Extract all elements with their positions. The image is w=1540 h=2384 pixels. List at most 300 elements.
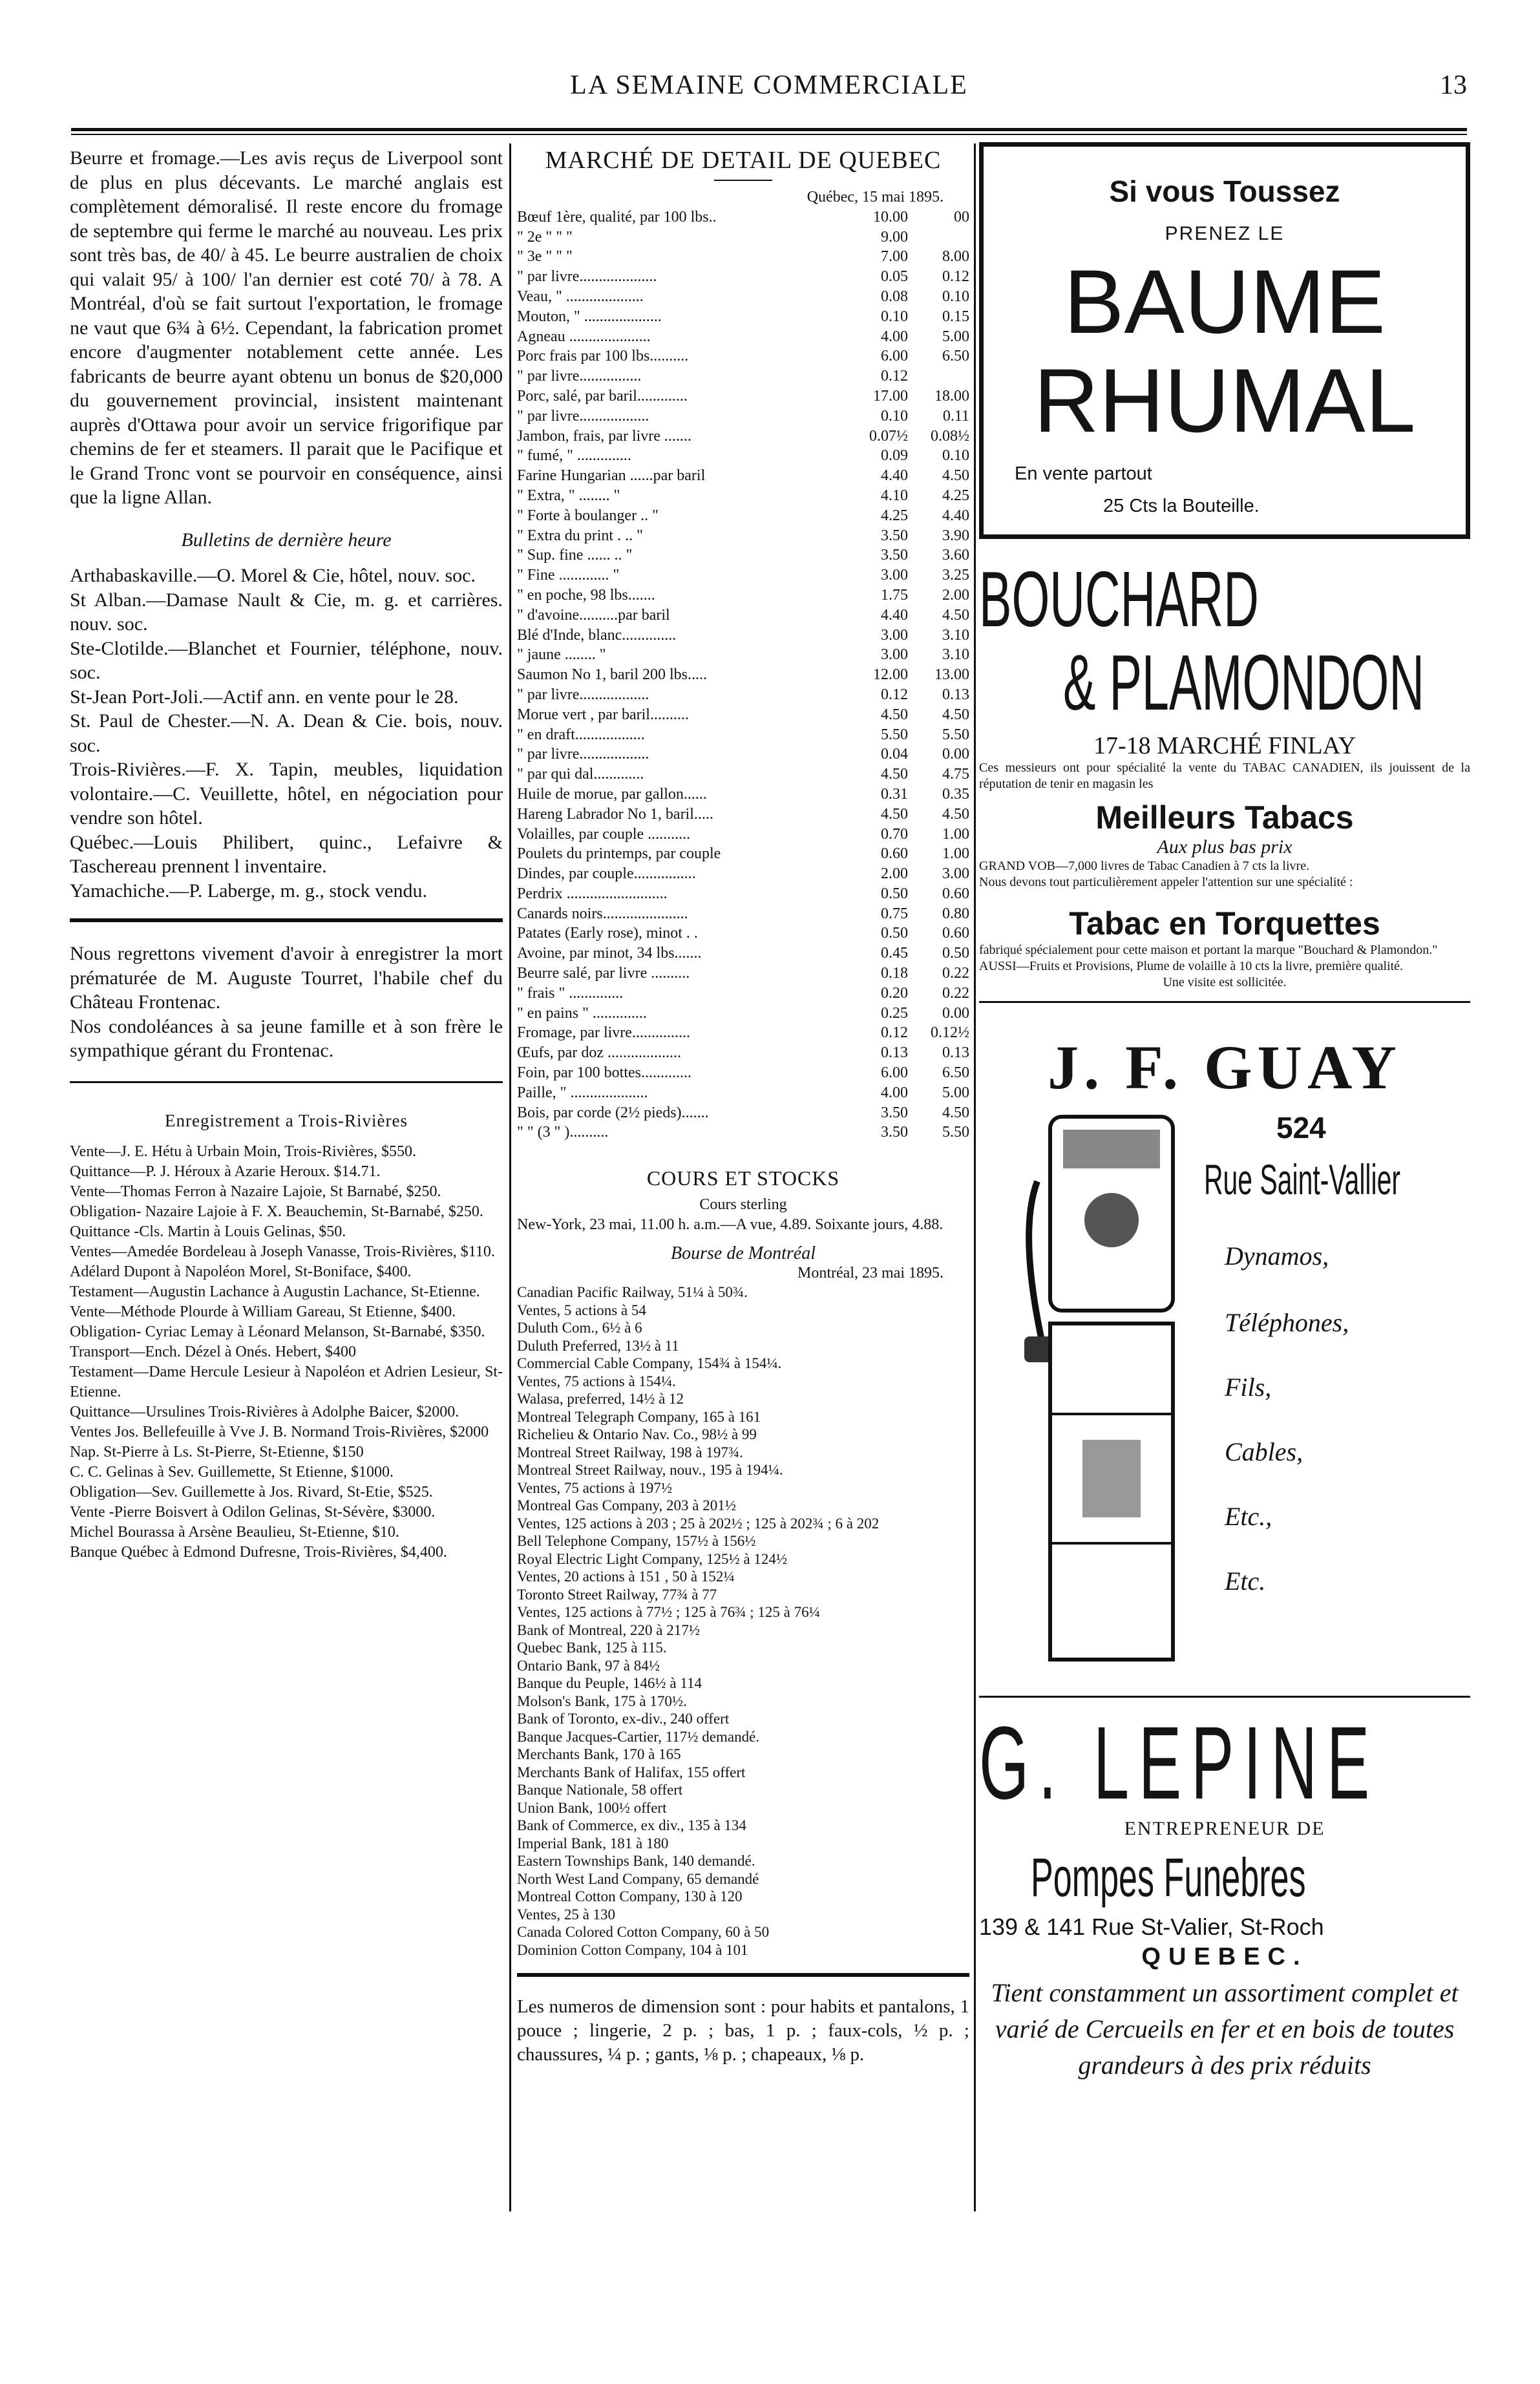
enreg-item: Obligation—Sev. Guillemette à Jos. Rivard, St-Etie, $525. [70, 1484, 433, 1501]
stock-line: Imperial Bank, 181 à 180 [517, 1835, 669, 1851]
price-value: 4.00 [881, 328, 908, 345]
bulletin-item: Trois-Rivières.—F. X. Tapin, meubles, liquidation volontaire.—C. Veuillette, hôtel, en négociation pour vendre son hôtel. [70, 759, 503, 828]
guay-street: Rue Saint-Vallier [1204, 1155, 1401, 1203]
price-value: 0.50 [881, 925, 908, 942]
enreg-item: Vente—Méthode Plourde à William Gareau, St Etienne, $400. [70, 1303, 456, 1320]
price-value: 0.75 [881, 905, 908, 922]
enreg-item: Testament—Dame Hercule Lesieur à Napoléon et Adrien Lesieur, St-Etienne. [70, 1364, 503, 1400]
section-divider [70, 1081, 503, 1083]
price-row [517, 526, 969, 546]
price-item: " frais " .............. [517, 984, 624, 1002]
price-value: 4.10 [881, 487, 908, 504]
price-item: " en draft.................. [517, 726, 645, 743]
price-item: " par livre.................... [517, 268, 657, 286]
price-value: 17.00 [873, 387, 908, 405]
price-row [517, 744, 969, 765]
price-row [517, 427, 969, 447]
price-value: 2.00 [881, 865, 908, 883]
price-value: 4.40 [942, 507, 969, 524]
price-value: 0.22 [942, 984, 969, 1002]
stock-line: Ventes, 25 à 130 [517, 1906, 616, 1923]
price-row [517, 1004, 969, 1024]
market-date: Québec, 15 mai 1895. [807, 189, 944, 206]
price-value: 5.00 [942, 1084, 969, 1101]
bourse-date: Montréal, 23 mai 1895. [797, 1265, 944, 1282]
bulletins-heading: Bulletins de dernière heure [181, 529, 392, 551]
header-rule [71, 128, 1467, 131]
stock-line: Ventes, 125 actions à 203 ; 25 à 202½ ; 125 à 202¾ ; 6 à 202 [517, 1515, 880, 1532]
stock-line: Ventes, 5 actions à 54 [517, 1302, 646, 1318]
price-value: 0.10 [881, 407, 908, 425]
bulletin-item: St Alban.—Damase Nault & Cie, m. g. et carrières. nouv. soc. [70, 589, 503, 635]
lepine-entrepreneur: ENTREPRENEUR DE [1124, 1818, 1325, 1839]
price-item: " " (3 " ).......... [517, 1124, 609, 1141]
price-row [517, 1083, 969, 1103]
stock-line: Royal Electric Light Company, 125½ à 124½ [517, 1550, 788, 1567]
price-value: 3.10 [942, 626, 969, 644]
price-value [908, 227, 969, 248]
enreg-item: Michel Bourassa à Arsène Beaulieu, St-Etienne, $10. [70, 1524, 399, 1541]
price-row [517, 565, 969, 585]
price-value: 0.60 [942, 885, 969, 902]
enreg-item: Vente—J. E. Hétu à Urbain Moin, Trois-Rivières, $550. [70, 1143, 416, 1160]
price-value: 3.50 [881, 547, 908, 564]
price-value: 0.09 [881, 447, 908, 465]
stock-line: Banque du Peuple, 146½ à 114 [517, 1675, 702, 1692]
ad-headline: Si vous Toussez [1109, 174, 1340, 208]
price-item: " Sup. fine ...... .. " [517, 547, 633, 564]
enreg-item: Testament—Augustin Lachance à Augustin Lachance, St-Etienne. [70, 1283, 480, 1300]
enreg-item: Adélard Dupont à Napoléon Morel, St-Boniface, $400. [70, 1263, 412, 1280]
enreg-item: Transport—Ench. Dézel à Onés. Hebert, $400 [70, 1344, 357, 1360]
price-row [517, 864, 969, 884]
price-value: 4.25 [942, 487, 969, 504]
enreg-item: Quittance -Cls. Martin à Louis Gelinas, $50. [70, 1223, 346, 1240]
stock-line: Toronto Street Railway, 77¾ à 77 [517, 1586, 717, 1603]
price-item: " Forte à boulanger .. " [517, 507, 659, 524]
price-value: 0.08 [881, 288, 908, 305]
stock-line: Bell Telephone Company, 157½ à 156½ [517, 1533, 756, 1550]
ad-subline: PRENEZ LE [1165, 223, 1285, 244]
enreg-item: Ventes Jos. Bellefeuille à Vve J. B. Normand Trois-Rivières, $2000 [70, 1424, 489, 1440]
plamondon-name: & PLAMONDON [1063, 638, 1424, 726]
price-value: 0.60 [942, 925, 969, 942]
price-value: 0.10 [942, 288, 969, 305]
ad-product-word: BAUME [1064, 251, 1386, 352]
section-divider [517, 1973, 969, 1977]
price-item: Morue vert , par baril.......... [517, 706, 689, 723]
price-value: 0.12 [942, 268, 969, 286]
price-value: 0.04 [881, 746, 908, 763]
price-value: 3.25 [942, 567, 969, 584]
cours-heading: COURS ET STOCKS [646, 1166, 840, 1190]
price-item: Porc, salé, par baril............. [517, 387, 688, 405]
column-rule [974, 143, 976, 2211]
stock-line: Montreal Cotton Company, 130 à 120 [517, 1888, 743, 1905]
price-item: Œufs, par doz ................... [517, 1044, 681, 1062]
price-value: 0.70 [881, 825, 908, 843]
section-divider [979, 1001, 1470, 1003]
stock-line: Ventes, 125 actions à 77½ ; 125 à 76¾ ; 125 à 76¼ [517, 1604, 820, 1621]
price-row [517, 725, 969, 745]
price-row [517, 545, 969, 565]
price-value: 4.50 [942, 706, 969, 723]
price-item: Porc frais par 100 lbs.......... [517, 348, 689, 365]
price-item: " Fine ............. " [517, 567, 620, 584]
price-value: 4.50 [881, 706, 908, 723]
price-value: 0.15 [942, 308, 969, 325]
stock-line: Ventes, 20 actions à 151 , 50 à 152¼ [517, 1568, 735, 1585]
enreg-item: C. C. Gelinas à Sev. Guillemette, St Etienne, $1000. [70, 1464, 394, 1481]
stock-line: Duluth Com., 6½ à 6 [517, 1320, 642, 1336]
price-item: " Extra du print . .. " [517, 527, 643, 544]
stock-line: Richelieu & Ontario Nav. Co., 98½ à 99 [517, 1426, 757, 1443]
guay-name: J. F. GUAY [1048, 1033, 1402, 1102]
column-right [979, 142, 1470, 2083]
price-item: " d'avoine..........par baril [517, 606, 670, 624]
price-value: 0.13 [942, 686, 969, 703]
price-item: Patates (Early rose), minot . . [517, 925, 698, 942]
price-row [517, 785, 969, 805]
stock-line: Banque Jacques-Cartier, 117½ demandé. [517, 1728, 760, 1745]
sterling-text: New-York, 23 mai, 11.00 h. a.m.—A vue, 4.89. Soixante jours, 4.88. [517, 1216, 944, 1233]
price-value: 4.50 [942, 467, 969, 485]
price-item: Poulets du printemps, par couple [517, 845, 721, 863]
price-value: 00 [954, 208, 969, 226]
market-title: MARCHÉ DE DETAIL DE QUEBEC [545, 147, 942, 174]
price-value: 3.50 [881, 527, 908, 544]
stock-line: Dominion Cotton Company, 104 à 101 [517, 1941, 748, 1958]
price-value [908, 366, 969, 386]
price-value: 0.11 [942, 407, 969, 425]
enreg-item: Banque Québec à Edmond Dufresne, Trois-Rivières, $4,400. [70, 1544, 447, 1561]
price-row [517, 606, 969, 626]
enreg-item: Quittance—Ursulines Trois-Rivières à Adolphe Baicer, $2000. [70, 1404, 459, 1420]
price-value: 0.00 [942, 1004, 969, 1022]
price-row [517, 805, 969, 825]
price-row [517, 1123, 969, 1143]
price-value: 6.50 [942, 1064, 969, 1082]
price-item: Blé d'Inde, blanc.............. [517, 626, 677, 644]
price-item: Veau, " .................... [517, 288, 644, 305]
ad-price: 25 Cts la Bouteille. [1103, 496, 1260, 516]
price-row [517, 1023, 969, 1043]
price-row [517, 904, 969, 924]
price-value: 5.50 [942, 726, 969, 743]
price-value: 0.07½ [869, 427, 908, 445]
enreg-item: Obligation- Nazaire Lajoie à F. X. Beauchemin, St-Barnabé, $250. [70, 1203, 483, 1220]
stock-line: Bank of Toronto, ex-div., 240 offert [517, 1711, 730, 1727]
price-value: 0.08½ [931, 427, 969, 445]
sterling-heading: Cours sterling [699, 1196, 787, 1214]
price-item: " par livre................ [517, 368, 642, 385]
price-table [517, 207, 969, 1143]
price-item: Avoine, par minot, 34 lbs....... [517, 945, 702, 962]
enreg-item: Quittance—P. J. Héroux à Azarie Heroux. $14.71. [70, 1163, 381, 1180]
price-row [517, 964, 969, 984]
stock-line: Canadian Pacific Railway, 51¼ à 50¾. [517, 1284, 748, 1301]
price-row [517, 486, 969, 506]
bouchard-address: 17-18 MARCHÉ FINLAY [1093, 732, 1356, 759]
price-item: Saumon No 1, baril 200 lbs..... [517, 666, 707, 684]
price-row [517, 884, 969, 904]
price-row [517, 366, 969, 386]
price-item: Bœuf 1ère, qualité, par 100 lbs.. [517, 208, 717, 226]
price-value: 6.00 [881, 348, 908, 365]
stock-line: North West Land Company, 65 demandé [517, 1870, 759, 1887]
column-middle [517, 146, 969, 2067]
enreg-item: Ventes—Amedée Bordeleau à Joseph Vanasse, Trois-Rivières, $110. [70, 1243, 495, 1260]
price-value: 0.31 [881, 785, 908, 803]
price-row [517, 844, 969, 864]
stock-line: Montreal Street Railway, nouv., 195 à 194¼. [517, 1462, 783, 1479]
price-row [517, 406, 969, 427]
price-value: 3.00 [881, 567, 908, 584]
bulletin-item: Yamachiche.—P. Laberge, m. g., stock vendu. [70, 880, 427, 902]
bouchard-text: Une visite est sollicitée. [1163, 975, 1287, 989]
enregistrement-list [70, 1142, 503, 1563]
stock-line: Bank of Montreal, 220 à 217½ [517, 1621, 700, 1638]
bourse-heading: Bourse de Montréal [671, 1243, 816, 1263]
price-value: 0.12 [881, 368, 908, 385]
price-row [517, 685, 969, 705]
stock-list [517, 1283, 969, 1959]
price-value: 5.50 [942, 1124, 969, 1141]
price-item: " jaune ........ " [517, 646, 606, 664]
article-beurre-fromage: Beurre et fromage.—Les avis reçus de Liverpool sont de plus en plus décevants. Le marché anglais est complètement démoralisé. Il reste encore du fromage de septembre qui ferme le marché au nouveau. Les prix sont très bas, de 40/ à 45. Le beurre australien de choix qui valait 95/ à 100/ l'an dernier est coté 70/ à 78. A Montréal, d'où se fait surtout l'exportation, le fromage ne vaut que 6¾ à 6½. Cependant, la fabrication promet encore d'augmenter notablement cette année. Les fabricants de beurre ayant obtenu un bonus de $20,000 du gouvernement provincial, insistent maintenant auprès d'Ottawa pour avoir un service frigorifique par chemins de fer et steamers. Il parait que le Pacifique et le Grand Tronc vont se pourvoir en conséquence, ainsi que la ligne Allan. [70, 147, 503, 508]
bulletin-item: St. Paul de Chester.—N. A. Dean & Cie. bois, nouv. soc. [70, 710, 503, 756]
price-value: 9.00 [881, 228, 908, 246]
ad-product-word: RHUMAL [1033, 350, 1416, 451]
price-row [517, 446, 969, 466]
price-value: 0.13 [881, 1044, 908, 1062]
price-item: " par livre.................. [517, 407, 649, 425]
price-value: 4.50 [881, 766, 908, 783]
price-item: Foin, par 100 bottes............. [517, 1064, 691, 1082]
price-item: Farine Hungarian ......par baril [517, 467, 706, 485]
price-value: 12.00 [873, 666, 908, 684]
price-value: 4.40 [881, 467, 908, 485]
price-value: 0.25 [881, 1004, 908, 1022]
price-row [517, 923, 969, 944]
stock-line: Montreal Telegraph Company, 165 à 161 [517, 1408, 761, 1425]
page-header [71, 70, 1467, 109]
condolence-paragraph: Nos condoléances à sa jeune famille et à son frère le sympathique gérant du Frontenac. [70, 1015, 503, 1061]
price-item: Canards noirs...................... [517, 905, 688, 922]
bouchard-text: Ces messieurs ont pour spécialité la vente du TABAC CANADIEN, ils jouissent de la réputation de tenir en magasin les [979, 761, 1470, 791]
price-value: 4.25 [881, 507, 908, 524]
price-item: Paille, " .................... [517, 1084, 648, 1101]
price-item: Bois, par corde (2½ pieds)....... [517, 1104, 709, 1121]
price-value: 4.50 [881, 805, 908, 823]
price-value: 0.80 [942, 905, 969, 922]
price-row [517, 984, 969, 1004]
price-value: 1.75 [881, 586, 908, 604]
price-item: " en pains " .............. [517, 1004, 647, 1022]
price-item: Perdrix .......................... [517, 885, 668, 902]
stock-line: Canada Colored Cotton Company, 60 à 50 [517, 1924, 770, 1941]
guay-item: Fils, [1225, 1373, 1272, 1402]
stock-line: Quebec Bank, 125 à 115. [517, 1640, 667, 1656]
price-row [517, 585, 969, 606]
section-divider [70, 918, 503, 922]
price-row [517, 207, 969, 227]
column-rule [509, 143, 511, 2211]
price-row [517, 825, 969, 845]
newspaper-title: LA SEMAINE COMMERCIALE [570, 70, 968, 100]
price-value: 0.12 [881, 686, 908, 703]
price-value: 0.50 [881, 885, 908, 902]
stock-line: Ventes, 75 actions à 154¼. [517, 1373, 676, 1389]
bouchard-text: GRAND VOB—7,000 livres de Tabac Canadien à 7 cts la livre. [979, 859, 1310, 873]
price-value: 1.00 [942, 825, 969, 843]
price-row [517, 386, 969, 406]
lepine-address: 139 & 141 Rue St-Valier, St-Roch [979, 1914, 1324, 1940]
bouchard-name: BOUCHARD [979, 555, 1259, 643]
price-item: " Extra, " ........ " [517, 487, 620, 504]
stock-line: Bank of Commerce, ex div., 135 à 134 [517, 1817, 746, 1834]
section-divider [979, 1696, 1470, 1698]
price-value: 4.75 [942, 766, 969, 783]
price-value: 8.00 [942, 248, 969, 266]
price-row [517, 267, 969, 287]
price-value: 13.00 [934, 666, 969, 684]
price-value: 3.10 [942, 646, 969, 664]
bulletin-item: Arthabaskaville.—O. Morel & Cie, hôtel, nouv. soc. [70, 565, 476, 586]
bulletin-item: St-Jean Port-Joli.—Actif ann. en vente pour le 28. [70, 686, 459, 708]
enreg-item: Vente -Pierre Boisvert à Odilon Gelinas, St-Sévère, $3000. [70, 1504, 436, 1521]
price-item: " 2e " " " [517, 228, 573, 246]
price-row [517, 944, 969, 964]
price-row [517, 645, 969, 665]
price-value: 0.22 [942, 965, 969, 982]
enreg-item: Vente—Thomas Ferron à Nazaire Lajoie, St Barnabé, $250. [70, 1183, 441, 1200]
price-value: 4.00 [881, 1084, 908, 1101]
stock-line: Montreal Gas Company, 203 à 201½ [517, 1497, 736, 1514]
bouchard-text: Nous devons tout particulièrement appeler l'attention sur une spécialité : [979, 875, 1353, 889]
price-value: 6.50 [942, 348, 969, 365]
enreg-item: Nap. St-Pierre à Ls. St-Pierre, St-Etienne, $150 [70, 1444, 364, 1461]
enregistrement-heading: Enregistrement a Trois-Rivières [165, 1110, 408, 1130]
price-value: 0.60 [881, 845, 908, 863]
price-row [517, 626, 969, 646]
lepine-city: QUEBEC. [1141, 1943, 1308, 1970]
stock-line: Eastern Townships Bank, 140 demandé. [517, 1853, 755, 1870]
guay-item: Cables, [1225, 1437, 1303, 1466]
baume-rhumal-ad [979, 142, 1470, 539]
price-value: 0.05 [881, 268, 908, 286]
price-value: 4.50 [942, 606, 969, 624]
price-value: 3.50 [881, 1124, 908, 1141]
column-left [70, 146, 503, 1563]
price-value: 0.00 [942, 746, 969, 763]
lepine-description: Tient constamment un assortiment complet et varié de Cercueils en fer et en bois de toutes grandeurs à des prix réduits [991, 1978, 1459, 2080]
price-item: Mouton, " .................... [517, 308, 662, 325]
price-item: " fumé, " .............. [517, 447, 631, 465]
price-value: 0.10 [881, 308, 908, 325]
bulletin-item: Québec.—Louis Philibert, quinc., Lefaivre & Taschereau prennent l inventaire. [70, 831, 503, 877]
guay-ad [979, 1013, 1470, 1685]
price-value: 3.00 [881, 626, 908, 644]
header-rule-thin [71, 134, 1467, 135]
price-value: 0.12 [881, 1024, 908, 1042]
stock-line: Montreal Street Railway, 198 à 197¾. [517, 1444, 743, 1461]
price-item: " 3e " " " [517, 248, 573, 266]
price-row [517, 665, 969, 685]
price-row [517, 1063, 969, 1083]
bouchard-text: fabriqué spécialement pour cette maison et portant la marque "Bouchard & Plamondon." [979, 943, 1438, 957]
price-value: 4.50 [942, 1104, 969, 1121]
meilleurs-tabacs: Meilleurs Tabacs [1095, 799, 1354, 836]
stock-line: Union Bank, 100½ offert [517, 1799, 667, 1816]
price-row [517, 287, 969, 307]
price-row [517, 327, 969, 347]
bas-prix: Aux plus bas prix [1157, 836, 1292, 858]
price-value: 0.35 [942, 785, 969, 803]
regret-paragraph: Nous regrettons vivement d'avoir à enregistrer la mort prématurée de M. Auguste Tourret, l'habile chef du Château Frontenac. [70, 943, 503, 1013]
price-value: 4.40 [881, 606, 908, 624]
price-item: Fromage, par livre............... [517, 1024, 690, 1042]
guay-number: 524 [1276, 1111, 1326, 1145]
price-value: 18.00 [934, 387, 969, 405]
stock-line: Walasa, preferred, 14½ à 12 [517, 1391, 684, 1408]
price-value: 2.00 [942, 586, 969, 604]
ad-availability: En vente partout [1015, 463, 1152, 484]
page-number: 13 [1440, 70, 1467, 100]
price-item: Volailles, par couple ........... [517, 825, 691, 843]
price-value: 3.00 [881, 646, 908, 664]
price-value: 0.45 [881, 945, 908, 962]
price-value: 7.00 [881, 248, 908, 266]
price-value: 0.13 [942, 1044, 969, 1062]
telephone-illustration-icon [1011, 1091, 1205, 1672]
price-value: 3.90 [942, 527, 969, 544]
title-dash [714, 180, 772, 181]
price-row [517, 346, 969, 366]
price-value: 0.10 [942, 447, 969, 465]
price-row [517, 1103, 969, 1123]
price-value: 10.00 [873, 208, 908, 226]
price-item: Dindes, par couple................ [517, 865, 696, 883]
stock-line: Merchants Bank, 170 à 165 [517, 1746, 681, 1763]
stock-line: Banque Nationale, 58 offert [517, 1782, 683, 1799]
price-item: Huile de morue, par gallon...... [517, 785, 707, 803]
lepine-name: G. LEPINE [979, 1705, 1380, 1820]
enreg-item: Obligation- Cyriac Lemay à Léonard Melanson, St-Barnabé, $350. [70, 1324, 485, 1340]
stock-line: Commercial Cable Company, 154¾ à 154¼. [517, 1355, 782, 1372]
price-value: 3.60 [942, 547, 969, 564]
guay-item: Dynamos, [1225, 1241, 1329, 1271]
price-value: 3.00 [942, 865, 969, 883]
stock-line: Merchants Bank of Halifax, 155 offert [517, 1764, 746, 1780]
stock-line: Molson's Bank, 175 à 170½. [517, 1693, 687, 1709]
bulletin-item: Ste-Clotilde.—Blanchet et Fournier, téléphone, nouv. soc. [70, 637, 503, 683]
pompes-funebres: Pompes Funebres [1031, 1847, 1306, 1908]
price-row [517, 506, 969, 526]
bouchard-text: AUSSI—Fruits et Provisions, Plume de volaille à 10 cts la livre, première qualité. [979, 959, 1404, 973]
price-value: 0.18 [881, 965, 908, 982]
price-row [517, 307, 969, 327]
price-item: " par livre.................. [517, 746, 649, 763]
price-row [517, 705, 969, 725]
price-value: 4.50 [942, 805, 969, 823]
price-value: 5.00 [942, 328, 969, 345]
price-value: 1.00 [942, 845, 969, 863]
dimension-paragraph: Les numeros de dimension sont : pour habits et pantalons, 1 pouce ; lingerie, 2 p. ; bas, 1 p. ; faux-cols, ½ p. ; chaussures, ¼ p. ; gants, ⅛ p. ; chapeaux, ⅛ p. [517, 1996, 969, 2065]
price-value: 5.50 [881, 726, 908, 743]
price-item: " par livre.................. [517, 686, 649, 703]
guay-item: Etc. [1225, 1566, 1266, 1596]
